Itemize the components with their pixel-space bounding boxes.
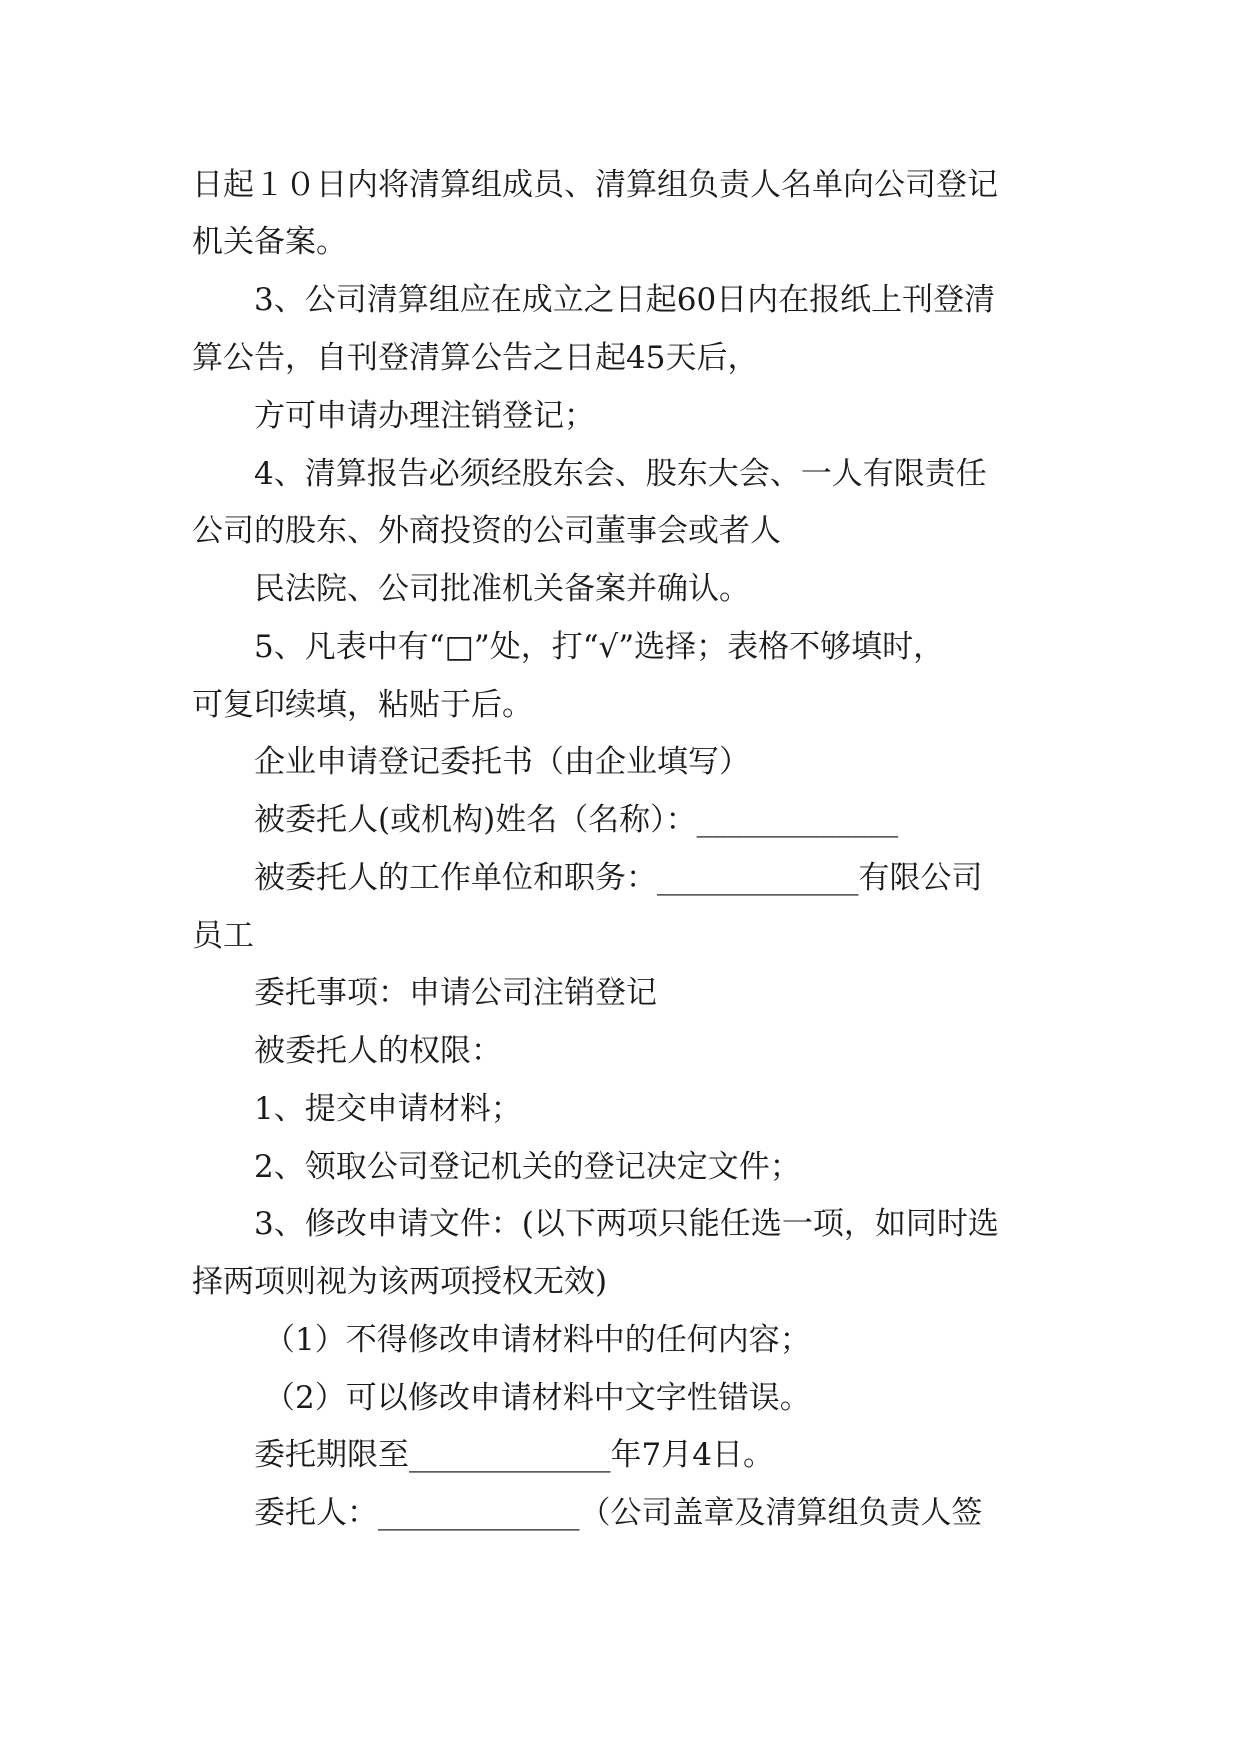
text-line-17: 1、提交申请材料； <box>254 1091 522 1127</box>
text-line-21: （1）不得修改申请材料中的任何内容； <box>264 1322 811 1358</box>
text-line-24: 委托人：_____________（公司盖章及清算组负责人签 <box>254 1495 983 1531</box>
text-line-14: 员工 <box>192 918 254 954</box>
text-line-5: 方可申请办理注销登记； <box>254 398 595 434</box>
text-line-18: 2、领取公司登记机关的登记决定文件； <box>254 1149 801 1185</box>
text-line-2: 机关备案。 <box>192 224 347 260</box>
text-line-20: 择两项则视为该两项授权无效) <box>192 1264 608 1300</box>
text-line-15: 委托事项：申请公司注销登记 <box>254 975 657 1011</box>
text-line-3: 3、公司清算组应在成立之日起60日内在报纸上刊登清 <box>254 282 996 318</box>
text-line-22: （2）可以修改申请材料中文字性错误。 <box>264 1380 811 1416</box>
text-line-19: 3、修改申请文件：(以下两项只能任选一项，如同时选 <box>254 1206 999 1242</box>
text-line-8: 民法院、公司批准机关备案并确认。 <box>254 571 750 607</box>
text-line-13: 被委托人的工作单位和职务：_____________有限公司 <box>254 860 983 896</box>
text-line-12: 被委托人(或机构)姓名（名称）：_____________ <box>254 802 899 838</box>
text-line-1: 日起１０日内将清算组成员、清算组负责人名单向公司登记 <box>192 167 998 203</box>
text-line-23: 委托期限至_____________年7月4日。 <box>254 1437 774 1473</box>
text-line-6: 4、清算报告必须经股东会、股东大会、一人有限责任 <box>254 456 987 492</box>
text-line-7: 公司的股东、外商投资的公司董事会或者人 <box>192 513 781 549</box>
text-line-11: 企业申请登记委托书（由企业填写） <box>254 744 750 780</box>
text-line-4: 算公告，自刊登清算公告之日起45天后， <box>192 340 759 376</box>
text-line-9: 5、凡表中有“□”处，打“√”选择；表格不够填时， <box>254 629 945 665</box>
text-line-16: 被委托人的权限： <box>254 1033 502 1069</box>
text-line-10: 可复印续填，粘贴于后。 <box>192 687 533 723</box>
